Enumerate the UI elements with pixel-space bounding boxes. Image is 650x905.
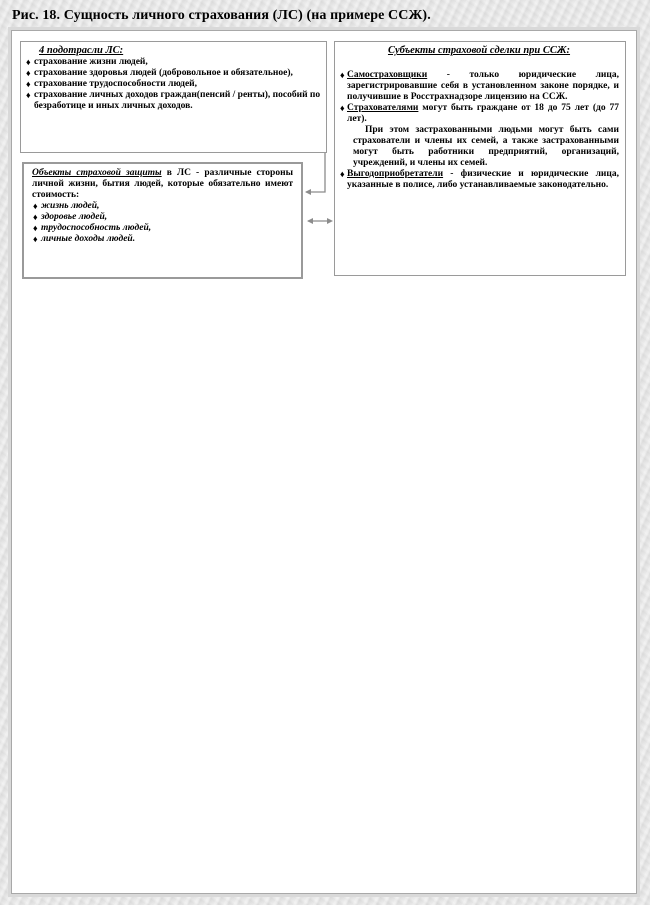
list-item: ♦ страхование здоровья людей (добровольное и обязательное), xyxy=(26,68,293,78)
list-item: ♦ страхование трудоспособности людей, xyxy=(26,79,198,89)
arrowhead-right-icon xyxy=(327,218,333,224)
beneficiaries-term: Выгодоприобретатели xyxy=(347,169,444,179)
policyholders-note: При этом застрахованными людьми могут быть сами страхователи и члены их семей, а также застрахованными могут быть работники предприятий, организаций, учреждений, и члены их семей. xyxy=(353,125,619,168)
arrowhead-left-icon xyxy=(307,218,313,224)
subtypes-header: 4 подотрасли ЛС: xyxy=(39,45,124,56)
list-item: ♦ страхование жизни людей, xyxy=(26,57,148,67)
bullet-icon: ♦ xyxy=(33,201,38,211)
objects-intro: Объекты страховой защиты в ЛС - различные стороны личной жизни, бытия людей, которые обязательно имеют стоимость: xyxy=(32,168,293,200)
list-item: ♦ жизнь людей, xyxy=(33,201,100,211)
objects-header: Объекты страховой защиты xyxy=(32,168,162,178)
arrowhead-left-icon xyxy=(305,189,311,195)
bullet-icon: ♦ xyxy=(33,234,38,244)
bullet-icon: ♦ xyxy=(26,90,31,100)
bullet-icon: ♦ xyxy=(340,169,345,179)
list-item: ♦ трудоспособность людей, xyxy=(33,223,152,233)
list-item: ♦ Выгодоприобретатели - физические и юридические лица, указанные в полисе, либо устанавливаемые законодательно. xyxy=(340,169,619,190)
bullet-icon: ♦ xyxy=(33,212,38,222)
subjects-header: Субъекты страховой сделки при ССЖ: xyxy=(387,45,571,56)
insurers-term: Самостраховщики xyxy=(347,70,428,80)
bullet-icon: ♦ xyxy=(340,70,345,80)
list-item: ♦ страхование личных доходов граждан(пенсий / ренты), пособий по безработице и иных личных доходов. xyxy=(26,90,321,111)
list-item: ♦ Самостраховщики - только юридические лица, зарегистрировавшие себя в установленном законе порядке, и получившие в Росстрахнадзоре лицензию на ССЖ. xyxy=(340,70,619,102)
list-item: ♦ здоровье людей, xyxy=(33,212,108,222)
bullet-icon: ♦ xyxy=(26,57,31,67)
list-item: ♦ Страхователями могут быть граждане от 18 до 75 лет (до 77 лет). xyxy=(340,103,619,124)
bullet-icon: ♦ xyxy=(33,223,38,233)
bullet-icon: ♦ xyxy=(26,68,31,78)
policyholders-term: Страхователями xyxy=(347,103,419,113)
connector-subtypes-objects xyxy=(306,153,325,192)
bullet-icon: ♦ xyxy=(26,79,31,89)
figure-title: Рис. 18. Сущность личного страхования (ЛС) (на примере ССЖ). xyxy=(12,8,431,23)
bullet-icon: ♦ xyxy=(340,103,345,113)
list-item: ♦ личные доходы людей. xyxy=(33,234,136,244)
